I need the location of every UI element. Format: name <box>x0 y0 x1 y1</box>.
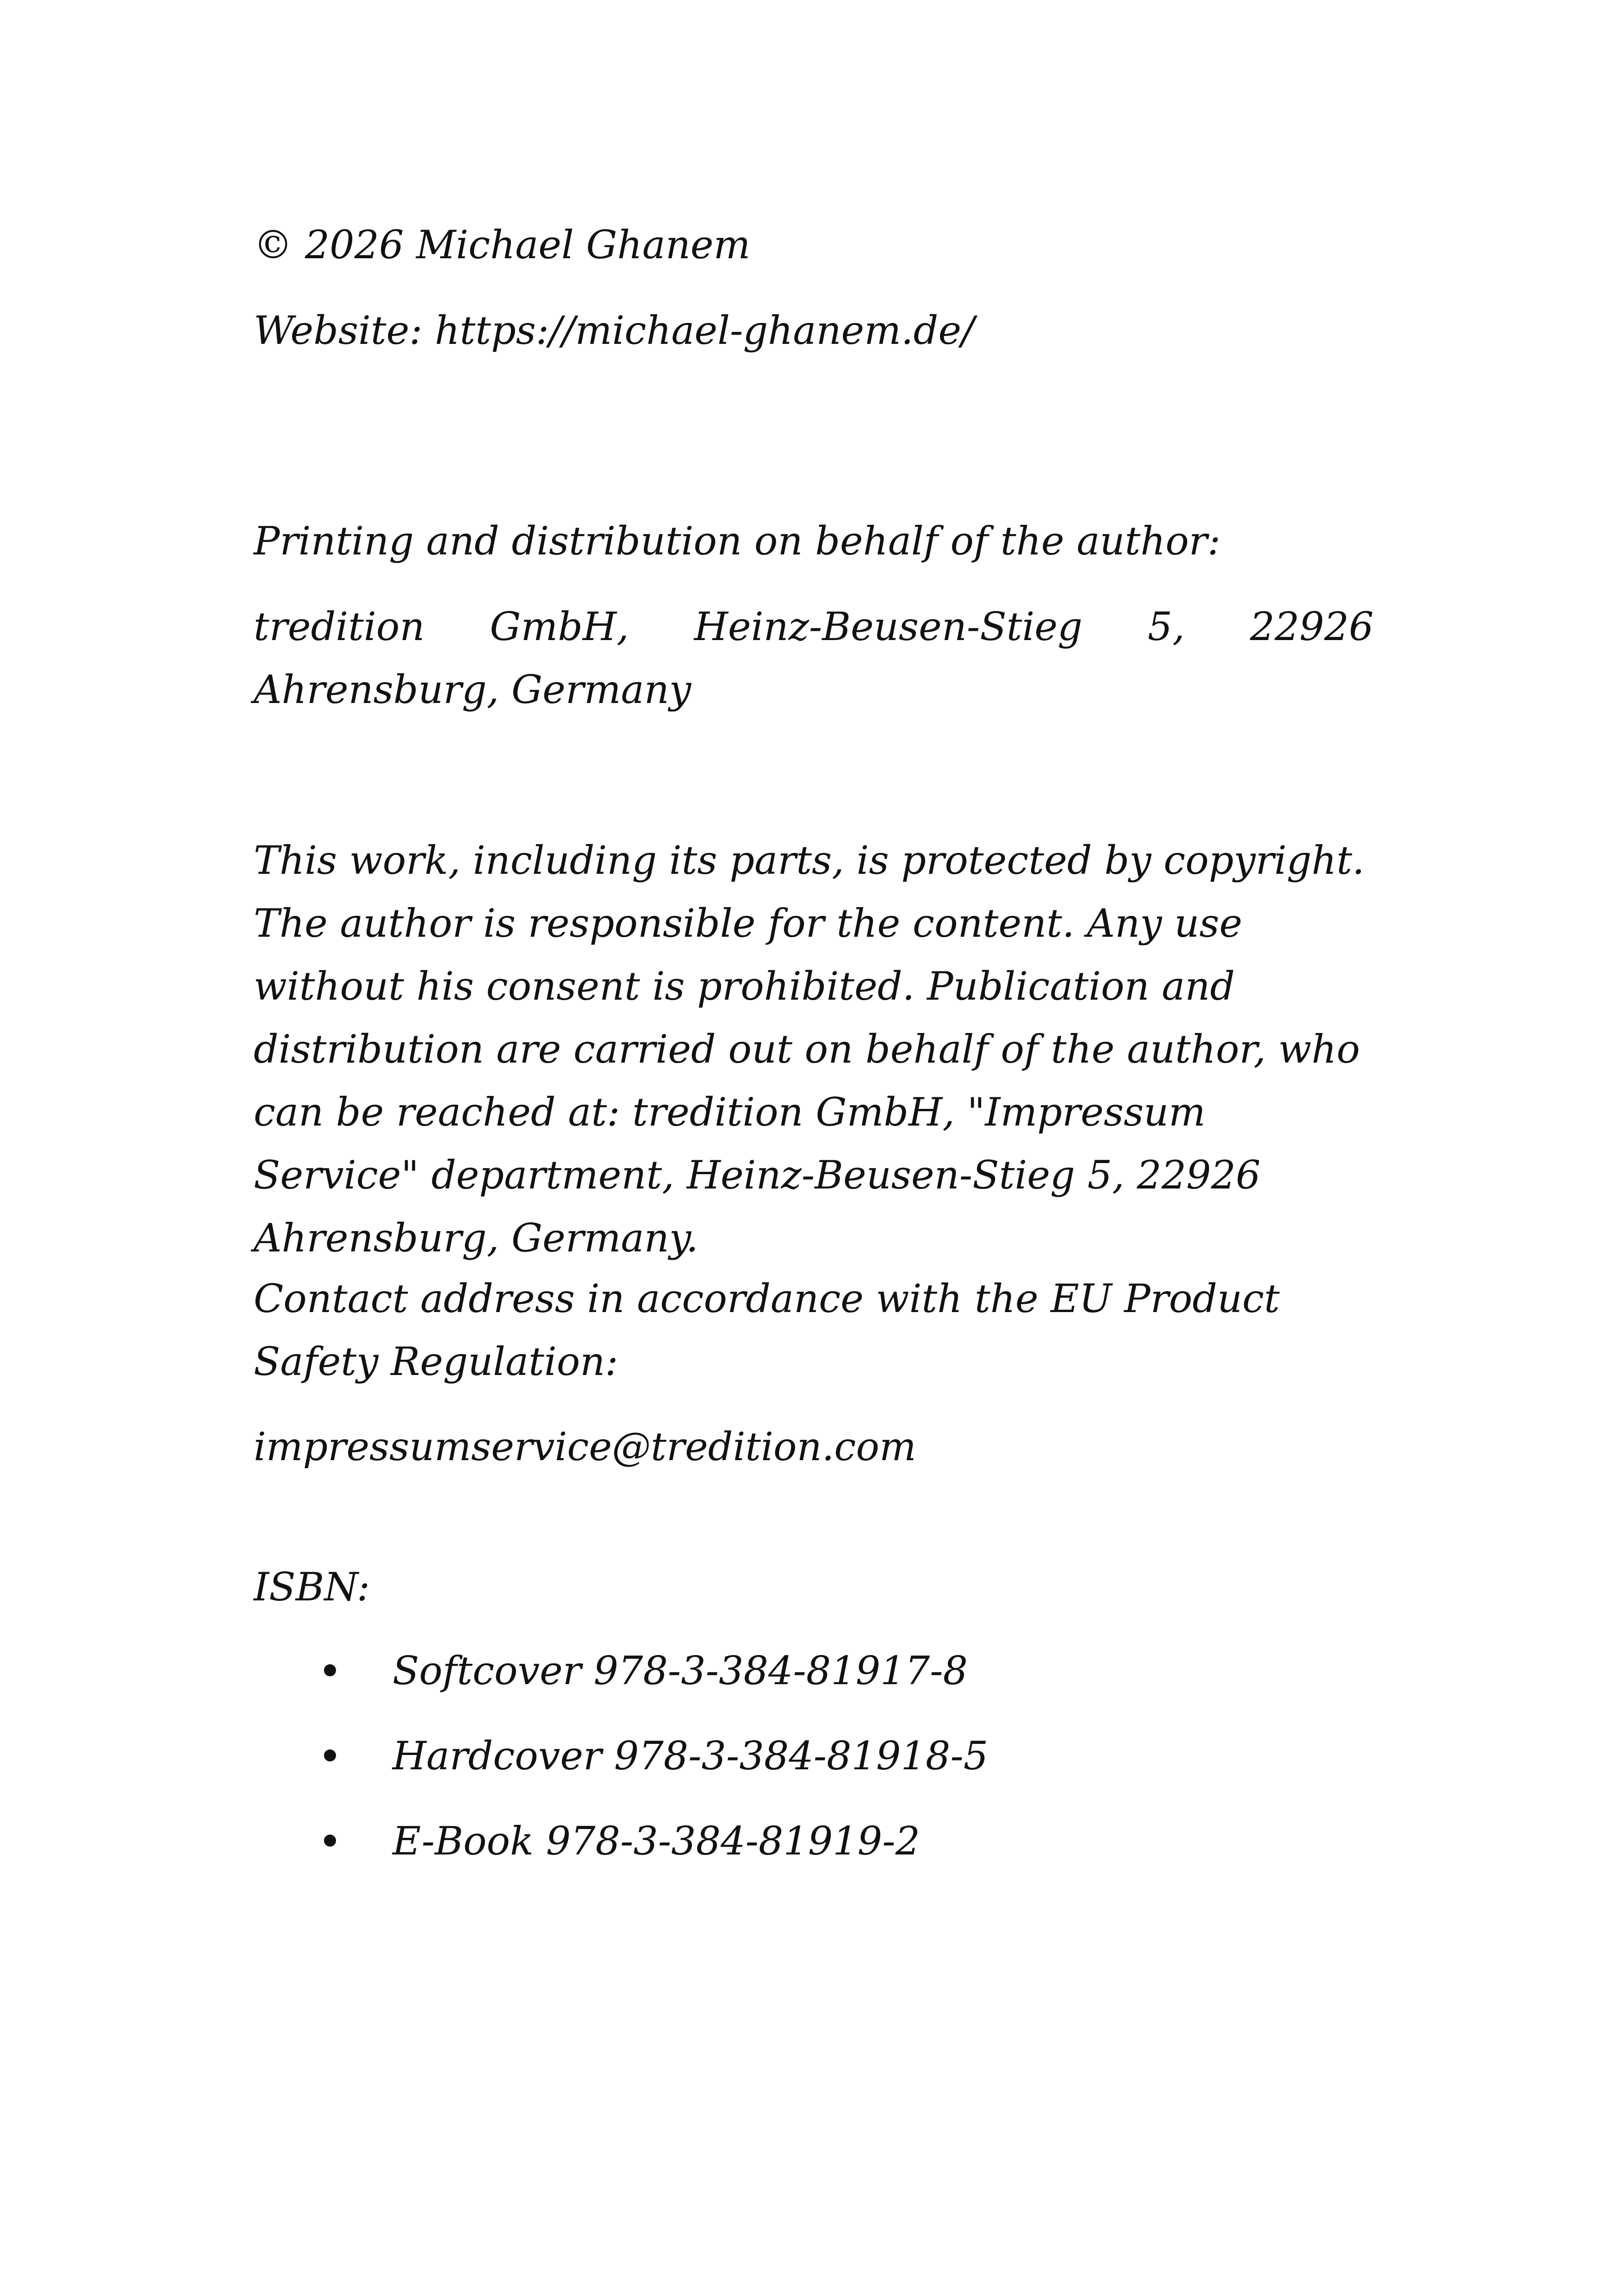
copyright-notice: This work, including its parts, is protected by copyright. The author is responsible for the content. Any use without his consent is prohibited. Publication and distribution are carried out on behalf of the author, who can be reached at: tredition GmbH, "Impressum Service" department, Heinz-Beusen-Stieg 5, 22926 Ahrensburg, Germany. <box>254 838 1365 1261</box>
contact-email: impressumservice@tredition.com <box>254 1424 916 1469</box>
website-line: Website: https://michael-ghanem.de/ <box>254 308 975 353</box>
isbn-ebook: E-Book 978-3-384-81919-2 <box>392 1818 921 1864</box>
contact-heading: Contact address in accordance with the EU Product Safety Regulation: <box>254 1276 1280 1384</box>
copyright-line: © 2026 Michael Ghanem <box>254 222 751 268</box>
isbn-hardcover: Hardcover 978-3-384-81918-5 <box>392 1733 989 1779</box>
bullet-icon <box>324 1664 336 1676</box>
isbn-softcover: Softcover 978-3-384-81917-8 <box>392 1648 968 1693</box>
printing-address: tredition GmbH, Heinz-Beusen-Stieg 5, 22926 Ahrensburg, Germany <box>254 604 1374 712</box>
bullet-icon <box>324 1749 336 1761</box>
isbn-label: ISBN: <box>254 1564 370 1610</box>
bullet-icon <box>324 1835 336 1847</box>
printing-heading: Printing and distribution on behalf of the author: <box>254 518 1221 564</box>
